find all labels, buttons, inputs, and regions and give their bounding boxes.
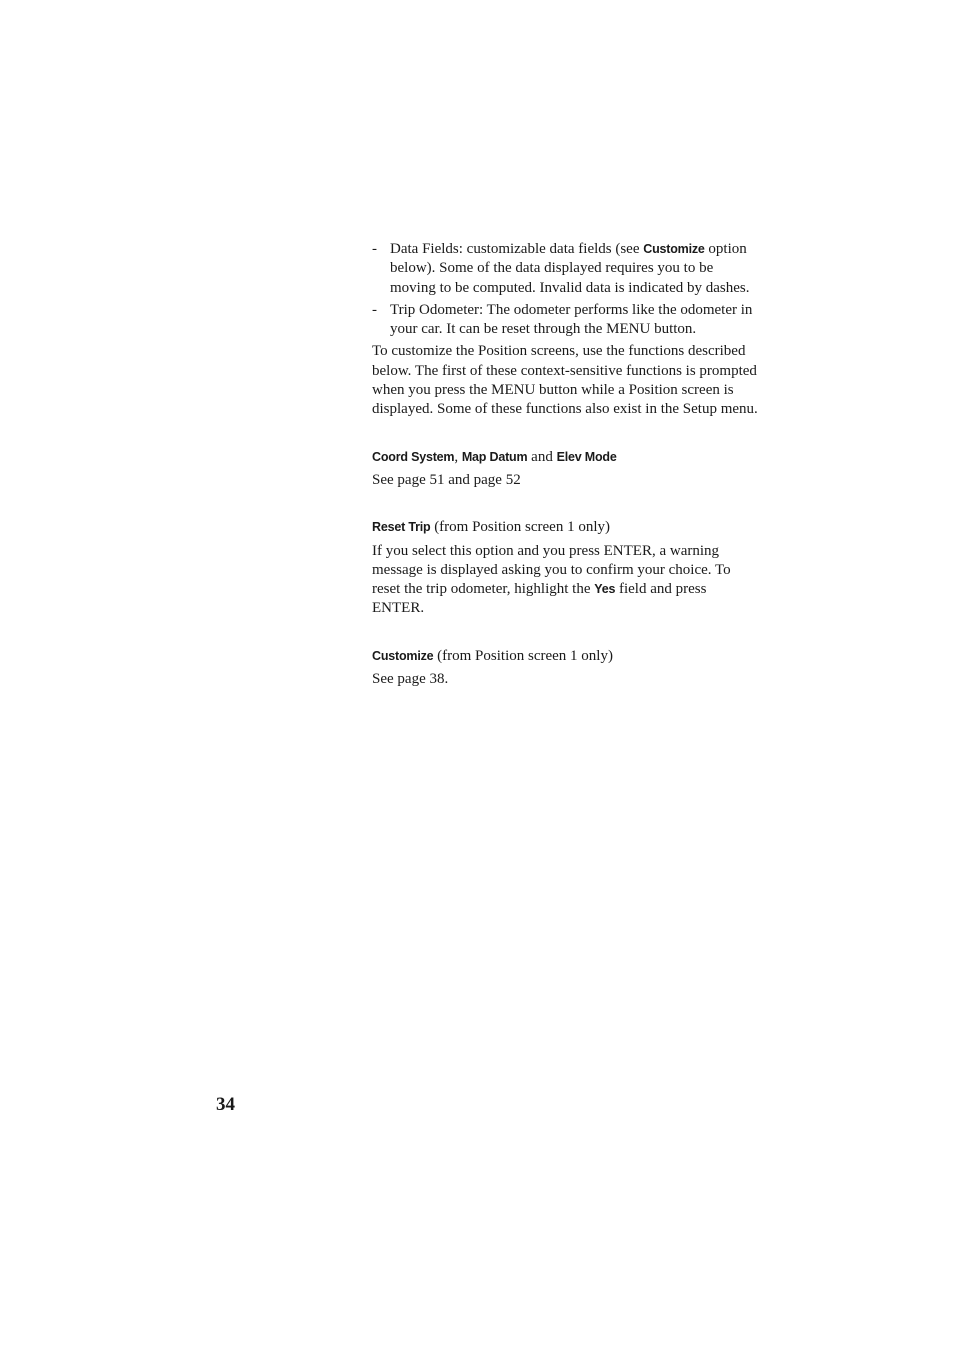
heading-reset-trip <box>372 518 758 537</box>
heading-note: (from Position screen 1 only) <box>433 647 613 664</box>
bullet-text: Data Fields: customizable data fields (see <box>390 241 644 257</box>
bullet-text-continued: option below). Some of the data displayed requires you to be moving to be computed. Invalid data is indicated by dashes. <box>390 241 750 296</box>
option-elev-mode: Elev Mode <box>556 449 617 464</box>
option-coord-system: Coord System <box>372 449 455 464</box>
bullet-trip-odometer <box>372 301 758 340</box>
option-customize: Customize <box>372 648 434 663</box>
option-yes: Yes <box>594 582 616 597</box>
bullet-dash: - <box>372 301 377 318</box>
reset-body-text-end: field and press ENTER. <box>372 581 707 617</box>
heading-coord-system <box>372 448 758 467</box>
text-column <box>372 240 758 689</box>
bullet-data-fields <box>372 240 758 298</box>
reset-body-text: If you select this option and you press ENTER, a warning message is displayed asking you to confirm your choice. To reset the trip odometer, highlight the <box>372 542 731 598</box>
reset-body <box>372 542 758 619</box>
option-map-datum: Map Datum <box>461 449 528 464</box>
coord-body: See page 51 and page 52 <box>372 471 521 488</box>
bullet-dash: - <box>372 241 377 257</box>
intro-paragraph: To customize the Position screens, use the functions described below. The first of these context-sensitive functions is prompted when you press the MENU button while a Position screen is displayed. Some of these functions also exist in the Setup menu. <box>372 343 758 418</box>
heading-note: (from Position screen 1 only) <box>430 519 610 536</box>
heading-and: and <box>527 448 557 465</box>
customize-body: See page 38. <box>372 671 449 688</box>
page-number: 34 <box>216 1094 235 1115</box>
heading-customize <box>372 647 758 666</box>
bullet-text: Trip Odometer: The odometer performs like the odometer in your car. It can be reset through the MENU button. <box>390 301 753 338</box>
option-customize-ref: Customize <box>643 242 705 256</box>
option-reset-trip: Reset Trip <box>372 520 431 535</box>
heading-separator: , <box>454 448 462 465</box>
